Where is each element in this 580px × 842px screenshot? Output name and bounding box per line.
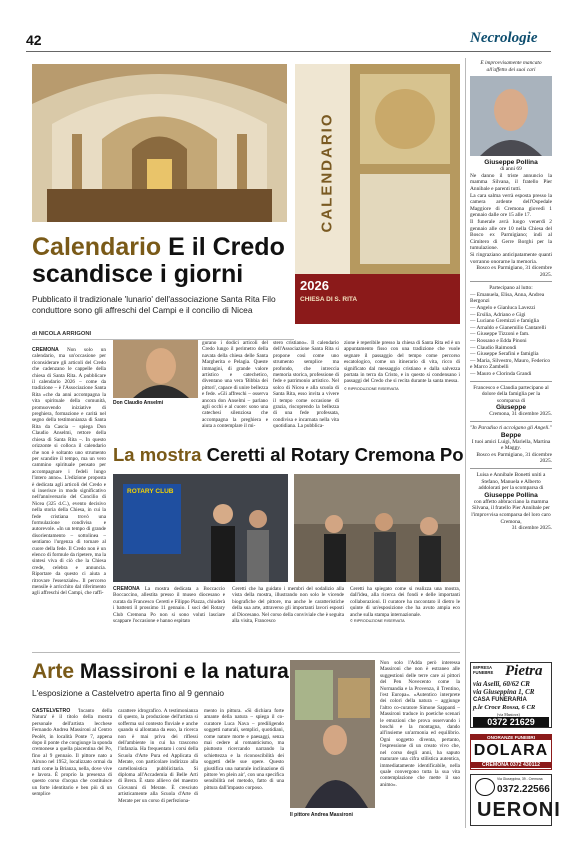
article3-col3: mento in pittura. «Si dichiara forte amante della natura – spiega il co-curatore Luca Nava – prediligendo soggetti naturali, semplici, quotidiani, come nature morte e paesaggi, senza mai cedere al romanticismo, ma piuttosto ricercando narrando la schiettezza e la riconoscibilità dei soggetti delle sue opere. Questo giustifica una naturale inclinazione di pittore 'en plein air', con una specifica sensibilità nel metodo, fatto di una pittura dall'impasto corposo. bbox=[204, 708, 284, 791]
article3-col1-text: 'Incanto della Natura' è il titolo della mostra personale dell'artista lecchese Fernando Andrea Massironi al Centro Peolèt, in località Ponte 7, appena dopo il ponte che congiunge la sponda cremonese a quella piacentina del Po, fino al 9 gennaio. Il pittore nato a Airuno nel 1952, localizzato ormai da tutti come la Brianza, nella, dove vive e lavora. È proprio la presenza di questo corso d'acqua che costituisce un forte identitario e ben più di un semplice bbox=[32, 708, 112, 798]
ad-pietra-small: IMPRESA FUNEBRE bbox=[473, 665, 494, 675]
article3-place: CASTELVETRO bbox=[32, 708, 71, 714]
page-number: 42 bbox=[26, 32, 42, 48]
obituary-p2: La cara salma verrà esposta presso la camera ardente dell'Ospedale Maggiore di Cremona giovedì 1 gennaio dalle ore 15 alle 17. bbox=[470, 192, 552, 219]
portrait-caption: Don Claudio Anselmi bbox=[113, 400, 164, 406]
article2-col2: Ceretti che ha guidato i membri del sodalizio alla vista della mostra, illustrando non solo le vicende biografiche del pittore, ma anche le caratteristiche della sua arte, attraverso gli importanti lavori esposti al Diocesano. Nel corso della conviviale che è seguita alla visita, Francesco bbox=[232, 586, 344, 625]
ad-pietra-addr3: p.le Croce Rossa, 6 CR bbox=[473, 704, 536, 711]
article1-col4-text: zione è reperibile presso la chiesa di Santa Rita ed è un appuntamento fisso con una tradizione che vuole segnare il passaggio del tempo come percorso escatologico, come un itinerario di vita, ricco di significato dal messaggio cristiano e dalla salvezza portata in terra da Cristo, e in questo si condensano i passaggi del Credo che si recita durante la santa messa. bbox=[344, 340, 460, 385]
notice2-date: Cremona, 31 dicembre 2025. bbox=[489, 411, 552, 418]
ad-pietra-addr1: via Aselli, 60/62 CR bbox=[473, 680, 530, 688]
lutto-list bbox=[470, 292, 552, 378]
article3-headline bbox=[32, 660, 332, 684]
obituary-p4: Si ringraziano anticipatamente quanti vorranno onorarne la memoria. bbox=[470, 251, 552, 265]
calendar-cover-photo bbox=[295, 64, 460, 324]
notice2-name: Giuseppe bbox=[495, 404, 527, 412]
notice3-text: I tuoi amici Luigi, Mariella, Martina e Maggy. bbox=[471, 438, 551, 452]
article1-byline: di NICOLA ARRIGONI bbox=[32, 331, 92, 337]
ad-pietra-addr2: via Giuseppina 1, CR bbox=[473, 688, 535, 696]
article2-headline-kicker: La mostra bbox=[113, 444, 202, 465]
obituary-name: Giuseppe Pollina bbox=[484, 159, 538, 167]
obituary-p1: Ne danno il triste annuncio la mamma Silvana, il fratello Pier Annibale e parenti tutti. bbox=[470, 172, 552, 192]
rotary-photo-1 bbox=[113, 474, 288, 582]
ad-pietra-big: Pietra bbox=[505, 663, 543, 679]
article1-headline bbox=[32, 234, 292, 288]
obituary-intro: È improvvisamente mancato all'affetto dei suoi cari bbox=[480, 60, 542, 73]
article2-repro: © RIPRODUZIONE RISERVATA bbox=[350, 619, 405, 624]
column-divider bbox=[465, 58, 466, 828]
notice3-date: Bosco ex Parmigiano, 31 dicembre 2025. bbox=[476, 451, 552, 465]
obituary-separator bbox=[470, 381, 552, 382]
article1-col2: gurano i dodici articoli del Credo lungo il perimetro della navata della chiesa delle Santa Margherita e Pelagia. Queste immagini, di grande valore artistico e catechetico, diventano una vera 'Bibbia dei pittori', capace di unire bellezza e fede. «Gli affreschi – osserva ancora don Anselmi – parlano agli occhi e al cuore: sono una catechesi silenziosa che accompagna la preghiera e aiuta a contemplare il mi- bbox=[202, 340, 268, 430]
massironi-photo bbox=[290, 660, 375, 808]
article1-col1 bbox=[32, 347, 106, 610]
lutto-title: Partecipano al lutto: bbox=[489, 285, 533, 292]
list-item: — Maria, Silvestro, Mauro, Federico e Marco Zambelli bbox=[470, 357, 551, 371]
article2-headline-main: Ceretti al Rotary Cremona Po bbox=[206, 444, 464, 465]
article3-top-rule bbox=[32, 652, 460, 653]
article1-place: CREMONA bbox=[32, 347, 59, 353]
obituary-column bbox=[470, 60, 552, 660]
obituary-separator bbox=[470, 468, 552, 469]
article2-col3-text: Ceretti ha spiegato come si realizza una mostra, dall'idea, alla ricerca dei fondi e delle importanti collaborazioni. Il curatore ha raccontato il dietro le quinte di un'esposizione che ha avuto ampia eco anche sulla stampa internazionale. bbox=[350, 586, 460, 618]
article2-place: CREMONA bbox=[113, 586, 140, 592]
ad-pietra bbox=[470, 662, 552, 728]
article3-col4: Non solo l'Adda però interessa Massironi che non è estraneo alle suggestioni delle terre care ai pittori del Pen Novecento come la Normandia e la Provenza, il Trentino, l'est Europa». «Autentico interprete dei colori della natura – aggiunge l'altro co-curatore Simone Sappanti – Massironi traduce in poetiche scenari le emozioni che prova osservando i boschi e la montagna, dando all'insieme un'armonia ed equilibrio. Ogni soggetto diventa, pertanto, l'espressione di un creato vivo che, nel corso degli anni, ha saputo maturare una cifra stilistica autentica, immediatamente identificabile, nella quale convergono tutta la sua vita contemplazione che mette il suo animo». bbox=[380, 660, 460, 788]
list-item: — Luciano Gremizzi e famiglia bbox=[470, 318, 539, 325]
article2-col1-text: La mostra dedicata a Boccaccio Boccaccino, allestita presso il museo diocesano e curata da Francesco Ceretti e Filippo Piazza, chiuderà i battenti il prossimo 11 gennaio. I soci del Rotary Club Cremona Po non si sono voluti lasciare scappare l'occasione e hanno espitato bbox=[113, 586, 225, 625]
article3-col1 bbox=[32, 708, 112, 826]
list-item: — Rossano e Edda Pinoni bbox=[470, 338, 527, 345]
obituary-portrait bbox=[470, 76, 552, 156]
notice2-text: Francesco e Claudia partecipano al dolore della famiglia per la scomparsa di bbox=[473, 384, 549, 404]
list-item: — Ersilia, Adriano e Gigi bbox=[470, 311, 526, 318]
rotary-photo-2 bbox=[294, 474, 460, 582]
obituary-date: Bosco ex Parmigiano, 31 dicembre 2025. bbox=[476, 265, 552, 278]
list-item: — Angelo e Gianluca Lavezzi bbox=[470, 305, 536, 312]
ad-ueroni-phone: 0372.22566 bbox=[497, 784, 550, 795]
ad-dolara bbox=[470, 734, 552, 770]
list-item: — Giuseppe Serafini e famiglia bbox=[470, 351, 539, 358]
obituary-p3: Il funerale avrà luogo venerdì 2 gennaio alle ore 10 nella Chiesa del Bosco ex Parmigiano; indi al Cimitero di Gerre Borghi per la tumulazione. bbox=[470, 218, 552, 252]
article1-repro: © RIPRODUZIONE RISERVATA bbox=[344, 386, 399, 391]
ad-ueroni bbox=[470, 774, 561, 826]
article3-headline-kicker: Arte bbox=[32, 660, 75, 683]
list-item: — Mauro e Clorinda Grandi bbox=[470, 371, 532, 377]
rotary-banner-text: ROTARY CLUB bbox=[127, 488, 174, 495]
article1-col1-text: Non solo un calendario, ma un'occasione per riconsiderare gli articoli del Credo che cadenzano le cappelle della chiesa di Santa Rita. A pubblicare il calendario 2026 – come da tradizione – è l'Associazione Santa Rita «che da anni accompagna la vita spirituale della comunità, promuovendo iniziative di preghiera, formazione e carità nel segno della testimonianza di Santa Rita da Cascia – spiega Don Claudio Anselmi, rettore della chiesa di Santa Rita –. In questo orizzonte si colloca il calendario che non è soltanto uno strumento per scandire il tempo, ma un vero cammino spirituale pensato per accompagnare i fedeli lungo l'intero anno». L'edizione proposta è dedicata agli articoli del Credo e si inserisce in modo significativo nell'anniversario del Concilio di Nicea (325 d.C.), evento decisivo nella storia della Chiesa, in cui la fede cristiana trovò una formulazione condivisa e autorevole. «In un tempo di grande disorientamento – sottolinea – sentiamo l'urgenza di tornare al cuore della fede. Il Credo non è un elenco di formule da ripetere, ma la sintesi viva di ciò che la Chiesa crede, celebra e annuncia. Riportare da questo ci aiuta a ritrovare l'essenziale». Il percorso mensile è arricchito dal riferimento agli affreschi del Campi, che raffi- bbox=[32, 347, 106, 597]
obituary-separator bbox=[470, 421, 552, 422]
notice4-body: con affetto abbracciano la mamma Silvana, il fratello Pier Annibale per l'improvvisa scomparsa del loro caro Cremona, bbox=[471, 498, 551, 525]
list-item: — Claudio Raimondi bbox=[470, 344, 517, 351]
ad-dolara-top: ONORANZE FUNEBRI bbox=[471, 735, 551, 740]
section-label: Necrologie bbox=[470, 30, 538, 46]
ad-ueroni-small: Via Giuseppina, 39 - Cremona bbox=[497, 777, 543, 781]
notice4-text: Luisa e Annibale Bonetti uniti a Stefano, Manuela e Alberto addolorati per la scomparsa di bbox=[476, 471, 546, 492]
article3-col2: carattere idrografico. A testimonianza di questo, la produzione dell'artista si sofferma sul contesto fluviale e anche quando si allontana da esso, la ricerca non è mai priva dei riflessi dell'ambiente in cui ha trascorso l'infanzia. Ha frequentato i corsi della Scuola d'Arte Pura ed Applicata di Merate, con particolare indirizzo alla cartellonistica pubblicitaria. Si diploma all'Accademia di Belle Arti di Brera. È stato allievo del maestro Giovanni di Merate. È cresciuto artisticamente alla Scuola d'Arte di Merate per un corso di perfeziona- bbox=[118, 708, 198, 804]
article1-headline-kicker: Calendario bbox=[32, 233, 162, 261]
article1-subtitle: Pubblicato il tradizionale 'lunario' dell'associazione Santa Rita Filo conduttore sono gli affreschi del Campi e il concilio di Nicea bbox=[32, 294, 276, 315]
list-item: — Emanuela, Elisa, Anna, Andrea Bergonzi bbox=[470, 291, 545, 305]
ad-pietra-phone: 0372 21629 bbox=[473, 717, 549, 727]
header-rule bbox=[26, 51, 551, 52]
article1-col4 bbox=[344, 340, 460, 432]
ad-dolara-big: DOLARA bbox=[473, 742, 549, 759]
obituary-separator bbox=[470, 281, 552, 282]
article2-col3 bbox=[350, 586, 460, 636]
ad-pietra-addr4: (via Mantova) bbox=[497, 712, 520, 717]
portrait-anselmi bbox=[113, 340, 198, 398]
calendar-year: 2026 bbox=[300, 278, 329, 293]
notice4-date: 31 dicembre 2025. bbox=[511, 525, 552, 532]
ad-ueroni-logo-icon bbox=[475, 778, 495, 796]
article2-col1 bbox=[113, 586, 225, 636]
list-item: — Giuseppe Tizzoni e fam. bbox=[470, 331, 530, 338]
article1-col3: stero cristiano». Il calendario dell'Associazione Santa Rita si propone così come uno strumento semplice ma profondo, che intreccia memoria storica, professione di fede e patrimonio artistico. Nel solco di Nicea e alla scuola di Santa Rita, esso invita a vivere il tempo come occasione di grazia, riscoprendo la bellezza di una fede professata, condivisa e incarnata nella vita quotidiana. La pubblica- bbox=[273, 340, 339, 430]
calendar-place: CHIESA DI S. RITA bbox=[300, 296, 358, 303]
church-interior-photo bbox=[32, 64, 287, 222]
list-item: — Arnaldo e Gianemilio Cantarelli bbox=[470, 324, 547, 331]
article3-subtitle: L'esposizione a Castelvetro aperta fino al 9 gennaio bbox=[32, 688, 225, 698]
ad-pietra-line: CASA FUNERARIA bbox=[473, 697, 527, 703]
article1-headline-main: E il Credo scandisce i giorni bbox=[32, 233, 285, 288]
article3-headline-main: Massironi e la natura bbox=[79, 660, 289, 683]
ad-dolara-phone: CREMONA 0372 430112 bbox=[471, 762, 551, 768]
obituary-age: di anni 69 bbox=[500, 166, 522, 173]
notice3-quote: "In Paradiso ti accolgano gli Angeli." bbox=[470, 424, 552, 431]
ad-ueroni-big: UERONI bbox=[477, 799, 561, 821]
article2-headline bbox=[113, 444, 463, 465]
notice4-name: Giuseppe Pollina bbox=[484, 491, 538, 499]
notice3-name: Beppe bbox=[500, 431, 522, 439]
massironi-caption: Il pittore Andrea Massironi bbox=[290, 812, 353, 818]
calendar-vertical-word: CALENDARIO bbox=[318, 112, 336, 233]
